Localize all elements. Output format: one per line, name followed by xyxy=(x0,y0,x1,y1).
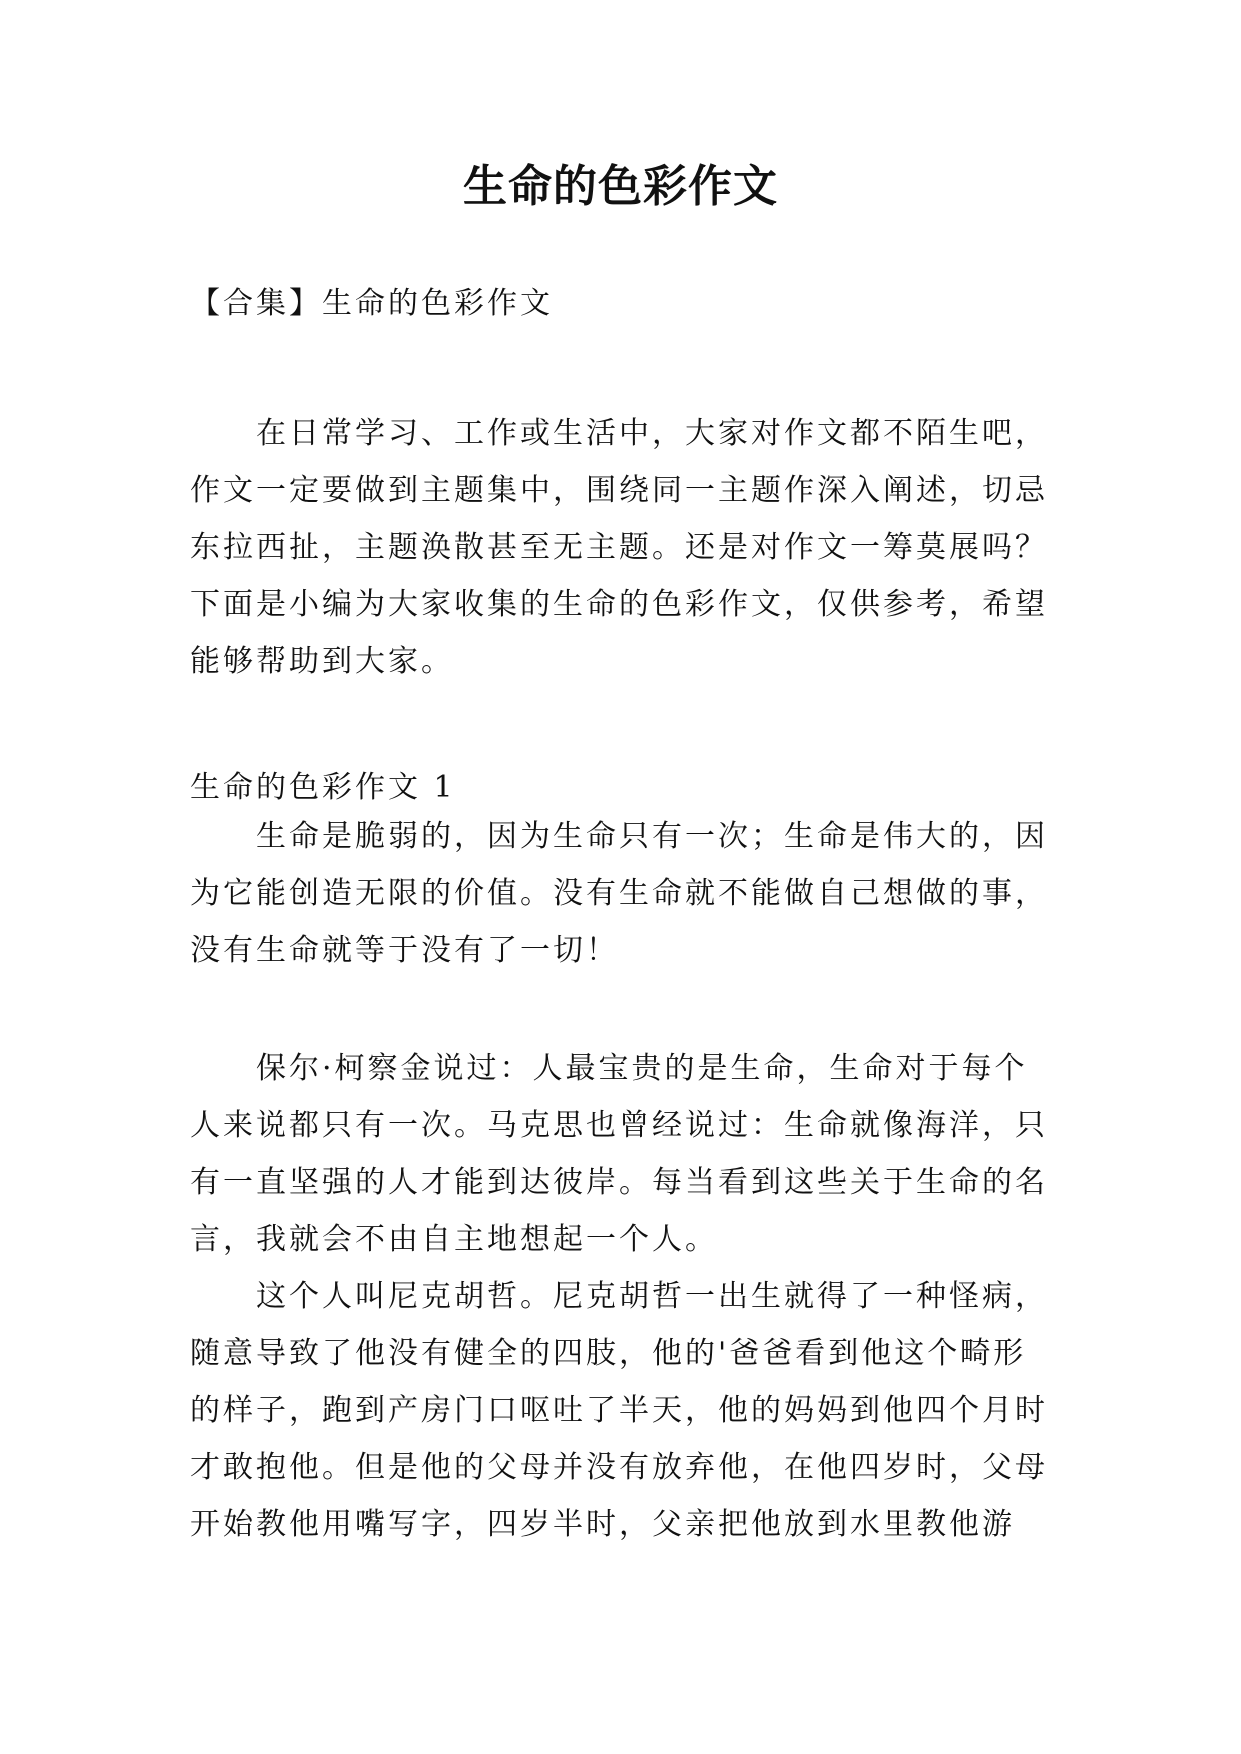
body-paragraph-3: 这个人叫尼克胡哲。尼克胡哲一出生就得了一种怪病，随意导致了他没有健全的四肢，他的'爸爸看到他这个畸形的样子，跑到产房门口呕吐了半天，他的妈妈到他四个月时才敢抱他。但是他的父母并没有放弃他，在他四岁时，父母开始教他用嘴写字，四岁半时，父亲把他放到水里教他游 xyxy=(190,1279,1048,1542)
document-subtitle: 【合集】生命的色彩作文 xyxy=(190,286,553,321)
body-paragraph-1: 生命是脆弱的，因为生命只有一次；生命是伟大的，因为它能创造无限的价值。没有生命就不能做自己想做的事，没有生命就等于没有了一切！ xyxy=(190,819,1048,968)
body-paragraph-2: 保尔·柯察金说过：人最宝贵的是生命，生命对于每个人来说都只有一次。马克思也曾经说过：生命就像海洋，只有一直坚强的人才能到达彼岸。每当看到这些关于生命的名言，我就会不由自主地想起一个人。 xyxy=(190,1051,1048,1257)
section-heading: 生命的色彩作文 1 xyxy=(190,770,456,805)
document-title: 生命的色彩作文 xyxy=(463,161,778,212)
intro-paragraph: 在日常学习、工作或生活中，大家对作文都不陌生吧，作文一定要做到主题集中，围绕同一主题作深入阐述，切忌东拉西扯，主题涣散甚至无主题。还是对作文一筹莫展吗？下面是小编为大家收集的生命的色彩作文，仅供参考，希望能够帮助到大家。 xyxy=(190,416,1048,679)
